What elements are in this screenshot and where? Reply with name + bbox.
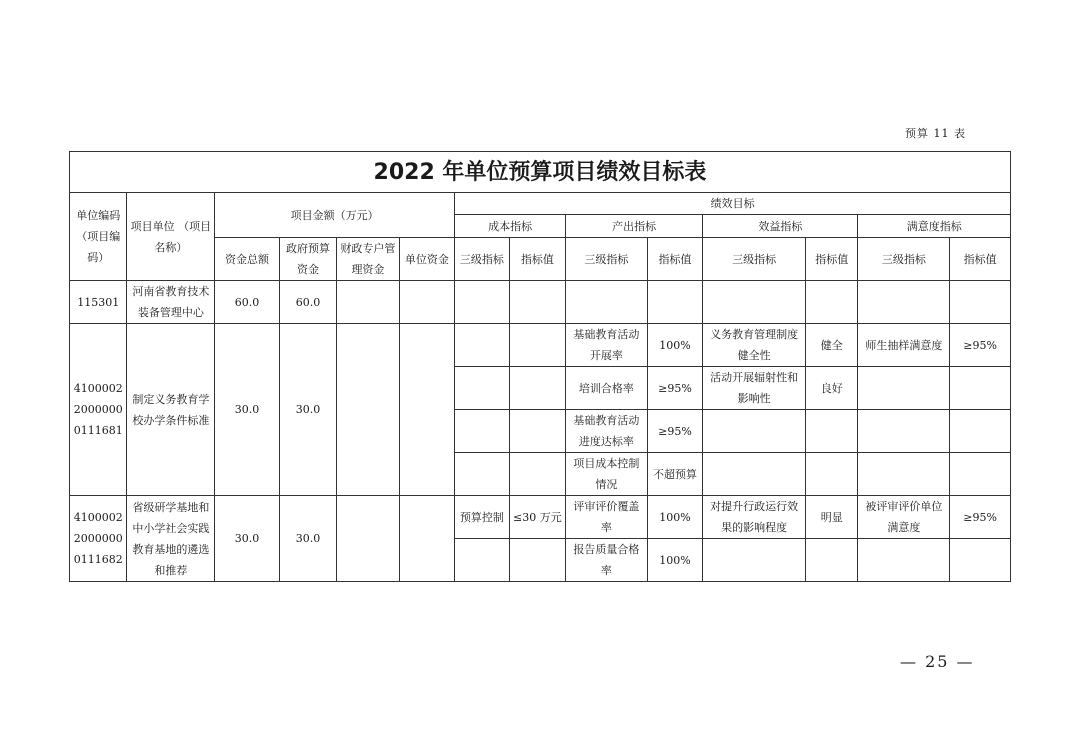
unit-code: 115301 [70, 281, 127, 324]
satisfaction-value: ≥95% [950, 496, 1011, 539]
header-unit-code: 单位编码（项目编码） [70, 193, 127, 281]
page-number: — 25 — [900, 652, 975, 671]
header-value: 指标值 [509, 238, 565, 281]
header-value: 指标值 [647, 238, 702, 281]
benefit-indicator: 对提升行政运行效果的影响程度 [703, 496, 806, 539]
gov-budget-funds: 30.0 [279, 496, 336, 582]
satisfaction-value: ≥95% [950, 324, 1011, 367]
gov-budget-funds: 30.0 [279, 324, 336, 496]
header-level3: 三级指标 [455, 238, 509, 281]
output-value: 100% [647, 496, 702, 539]
header-benefit: 效益指标 [703, 215, 858, 238]
benefit-indicator: 义务教育管理制度健全性 [703, 324, 806, 367]
output-indicator: 项目成本控制情况 [566, 453, 648, 496]
header-value: 指标值 [806, 238, 858, 281]
total-funds: 30.0 [215, 324, 280, 496]
header-unit-funds: 单位资金 [399, 238, 454, 281]
table-row [70, 324, 1011, 367]
output-indicator: 培训合格率 [566, 367, 648, 410]
cost-indicator: 预算控制 [455, 496, 509, 539]
header-level3: 三级指标 [858, 238, 950, 281]
header-cost: 成本指标 [455, 215, 566, 238]
unit-code: 410000220000000111681 [70, 324, 127, 496]
unit-code: 410000220000000111682 [70, 496, 127, 582]
total-funds: 60.0 [215, 281, 280, 324]
header-special-funds: 财政专户管理资金 [337, 238, 400, 281]
output-indicator: 基础教育活动开展率 [566, 324, 648, 367]
output-indicator: 基础教育活动进度达标率 [566, 410, 648, 453]
output-indicator: 报告质量合格率 [566, 539, 648, 582]
output-value: 不超预算 [647, 453, 702, 496]
satisfaction-indicator: 师生抽样满意度 [858, 324, 950, 367]
header-performance: 绩效目标 [455, 193, 1011, 215]
total-funds: 30.0 [215, 496, 280, 582]
satisfaction-indicator: 被评审评价单位满意度 [858, 496, 950, 539]
table-label: 预算 11 表 [905, 127, 966, 140]
output-value: 100% [647, 324, 702, 367]
output-value: 100% [647, 539, 702, 582]
header-total-funds: 资金总额 [215, 238, 280, 281]
project-name: 河南省教育技术装备管理中心 [127, 281, 215, 324]
header-gov-budget: 政府预算资金 [279, 238, 336, 281]
output-value: ≥95% [647, 367, 702, 410]
performance-table [69, 151, 1011, 582]
table-title: 2022 年单位预算项目绩效目标表 [70, 152, 1011, 193]
benefit-indicator: 活动开展辐射性和影响性 [703, 367, 806, 410]
output-value: ≥95% [647, 410, 702, 453]
table-row [70, 496, 1011, 539]
table-row [70, 281, 1011, 324]
header-project-unit: 项目单位 （项目名称） [127, 193, 215, 281]
header-level3: 三级指标 [703, 238, 806, 281]
gov-budget-funds: 60.0 [279, 281, 336, 324]
project-name: 省级研学基地和中小学社会实践教育基地的遴选和推荐 [127, 496, 215, 582]
header-satisfaction: 满意度指标 [858, 215, 1011, 238]
benefit-value: 良好 [806, 367, 858, 410]
header-level3: 三级指标 [566, 238, 648, 281]
output-indicator: 评审评价覆盖率 [566, 496, 648, 539]
benefit-value: 健全 [806, 324, 858, 367]
header-value: 指标值 [950, 238, 1011, 281]
header-amount: 项目金额（万元） [215, 193, 455, 238]
project-name: 制定义务教育学校办学条件标准 [127, 324, 215, 496]
benefit-value: 明显 [806, 496, 858, 539]
cost-value: ≤30 万元 [509, 496, 565, 539]
header-output: 产出指标 [566, 215, 703, 238]
